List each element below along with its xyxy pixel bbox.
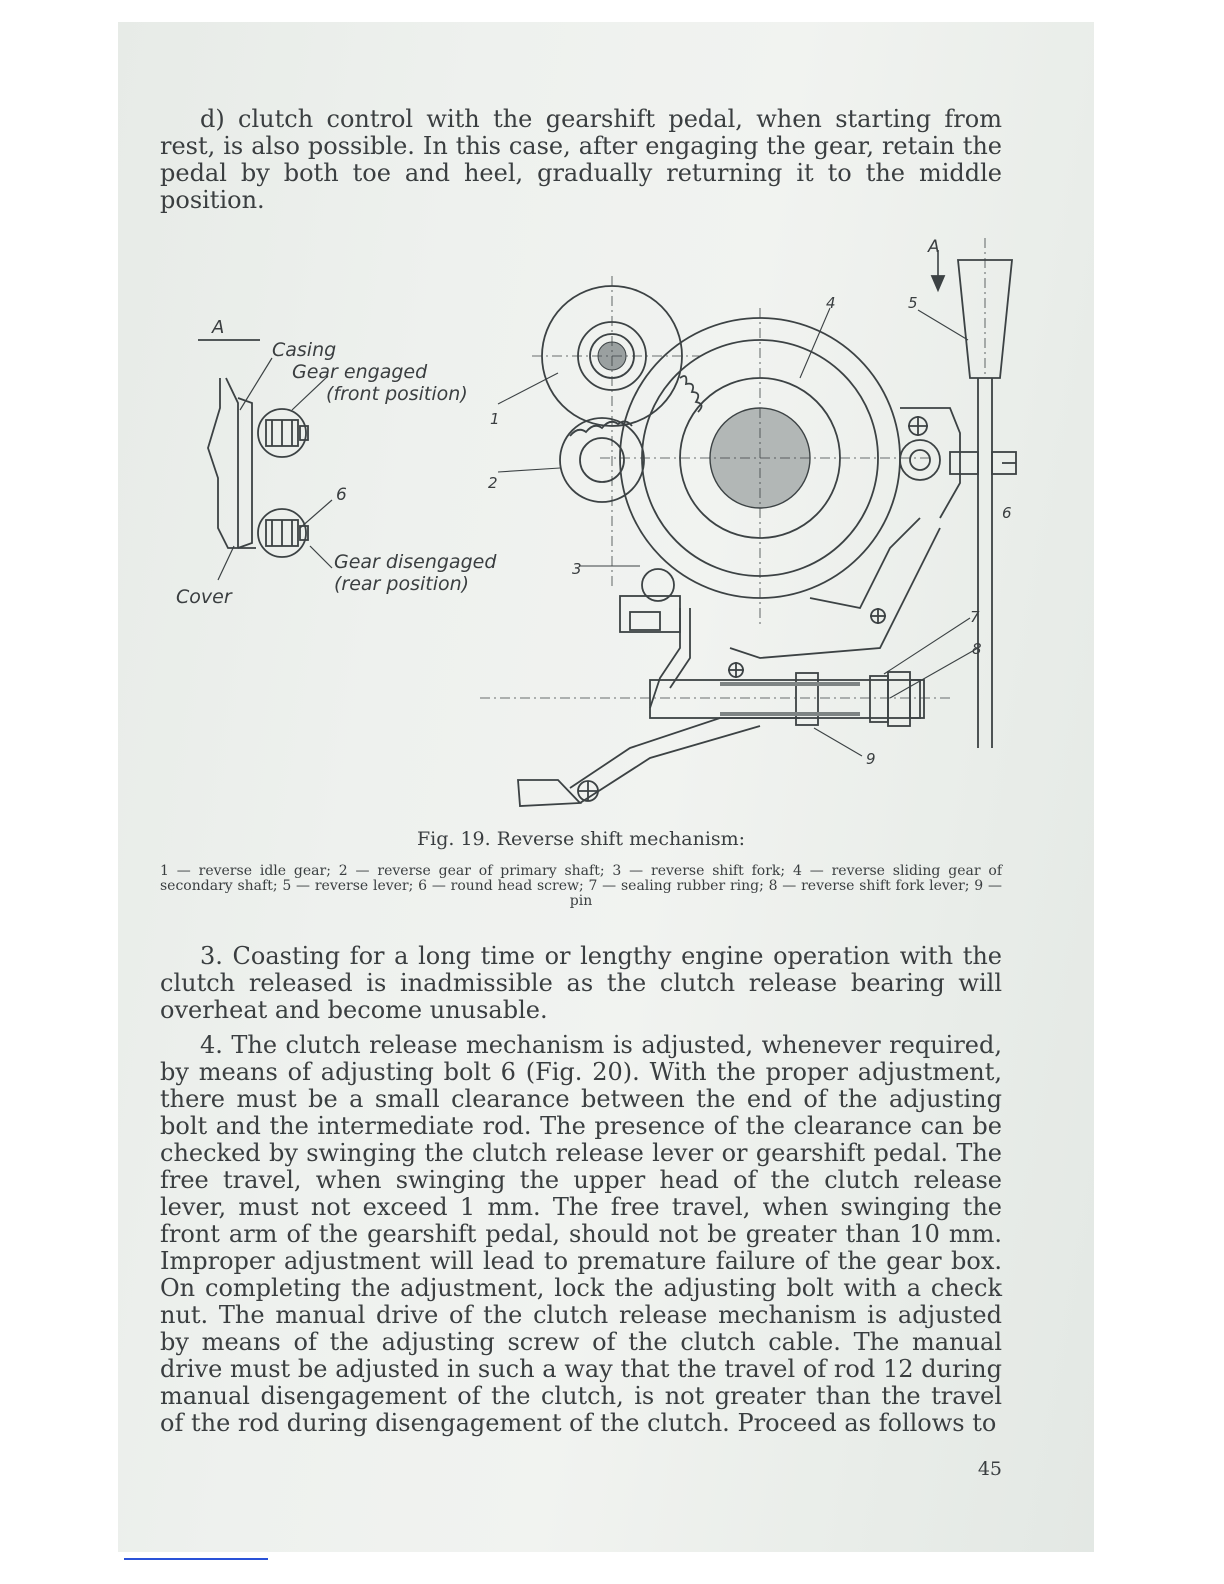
inset-casing-label: Casing	[272, 339, 337, 361]
inset-view-a-label: A	[212, 317, 225, 338]
inset-front-position-label: (front position)	[326, 383, 468, 405]
paragraph-4: 4. The clutch release mechanism is adjusted, whenever required, by means of adjusting bolt 6 (Fig. 20). With the proper adjustment, there must be a small clearance between the end of the adjusting bolt and the intermediate rod. The presence of the clearance can be checked by swinging the clutch release lever or gearshift pedal. The free travel, when swinging the upper head of the clutch release lever, must not exceed 1 mm. The free travel, when swinging the front arm of the gearshift pedal, should not be greater than 10 mm. Improper adjustment will lead to premature failure of the gear box. On completing the adjustment, lock the adjusting bolt with a check nut. The manual drive of the clutch release mechanism is adjusted by means of the adjusting screw of the clutch cable. The manual drive must be adjusted in such a way that the travel of rod 12 during manual disengagement of the clutch, is not greater than the travel of the rod during disengagement of the clutch. Proceed as follows to	[160, 1031, 1002, 1437]
inset-rear-position-label: (rear position)	[334, 573, 470, 595]
inset-gear-disengaged-label: Gear disengaged	[334, 551, 497, 573]
figure-legend: 1 — reverse idle gear; 2 — reverse gear of primary shaft; 3 — reverse shift fork; 4 — reverse sliding gear of secondary shaft; 5 — reverse lever; 6 — round head screw; 7 — sealing rubber ring; 8 — reverse shift fork lever; 9 — pin	[160, 863, 1002, 909]
callout-2: 2	[488, 474, 498, 492]
inset-screw-number: 6	[336, 485, 347, 505]
callout-7: 7	[970, 608, 980, 626]
pedal-end	[518, 780, 580, 806]
paragraph-3: 3. Coasting for a long time or lengthy engine operation with the clutch released is inadmissible as the clutch release bearing will overheat and become unusable.	[160, 942, 1002, 1024]
reverse-shift-mechanism-drawing	[160, 228, 1012, 828]
inset-cover-label: Cover	[176, 586, 232, 608]
callout-1: 1	[490, 410, 500, 428]
inset-gear-engaged-label: Gear engaged	[292, 361, 428, 383]
callout-8: 8	[972, 640, 982, 658]
page-number: 45	[977, 1458, 1002, 1480]
callout-4: 4	[826, 294, 836, 312]
figure-caption: Fig. 19. Reverse shift mechanism:	[416, 828, 746, 850]
callout-6: 6	[1002, 504, 1012, 522]
footer-rule	[124, 1558, 268, 1560]
figure-19	[160, 228, 1012, 828]
callout-9: 9	[866, 750, 876, 768]
reverse-shift-fork-lever	[810, 518, 920, 608]
reverse-lever-rod	[978, 378, 992, 748]
paragraph-d: d) clutch control with the gearshift pedal, when starting from rest, is also possible. In this case, after engaging the gear, retain the pedal by both toe and heel, gradually returning it to the middle position.	[160, 105, 1002, 214]
callout-3: 3	[572, 560, 582, 578]
casing-outline	[208, 378, 256, 548]
primary-shaft-reverse-gear	[560, 418, 644, 502]
callout-5: 5	[908, 294, 918, 312]
view-arrow-a-label: A	[928, 237, 940, 257]
